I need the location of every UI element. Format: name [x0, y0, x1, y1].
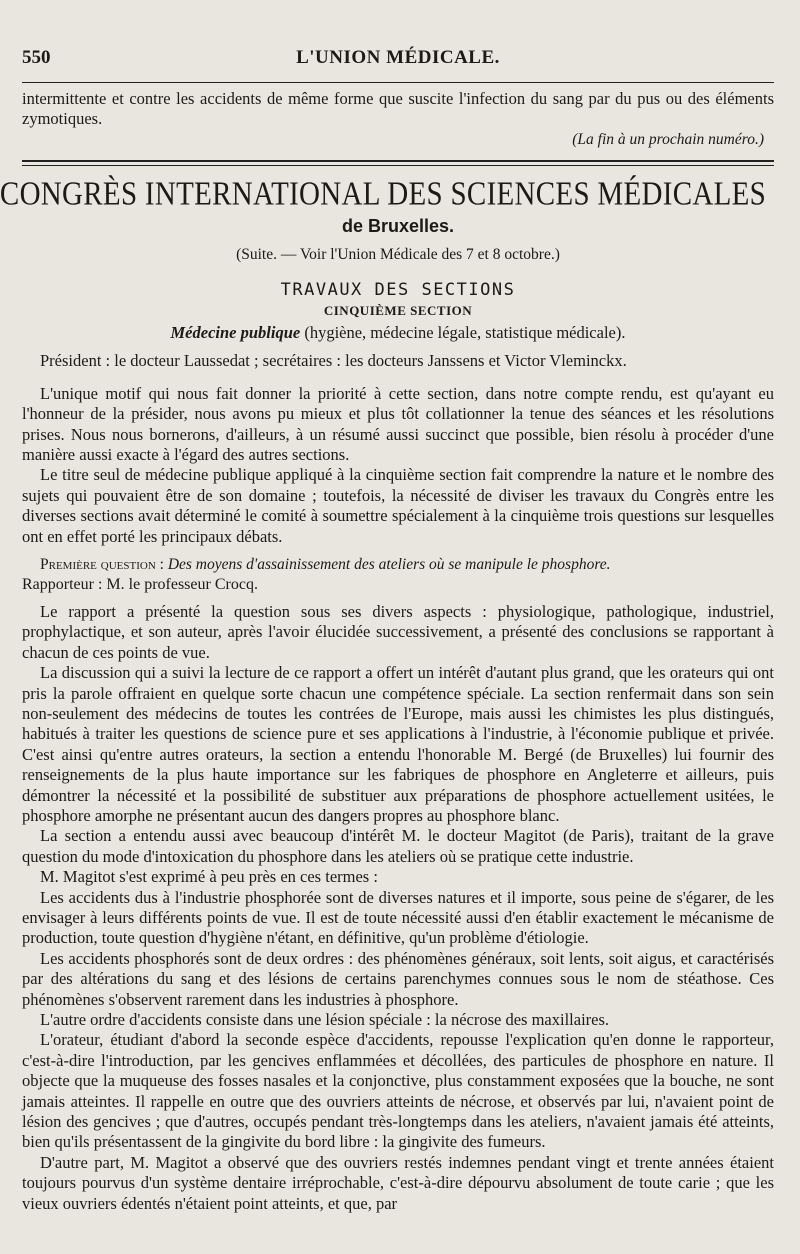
- section-topic-rest: (hygiène, médecine légale, statistique médicale).: [300, 322, 626, 342]
- article-subtitle: de Bruxelles.: [341, 215, 455, 236]
- article-title: CONGRÈS INTERNATIONAL DES SCIENCES MÉDICALES: [0, 175, 767, 213]
- section-number: CINQUIÈME SECTION: [323, 302, 473, 318]
- question-label: Première question :: [40, 556, 164, 574]
- paragraph: L'unique motif qui nous fait donner la priorité à cette section, dans notre compte rendu, est qu'ayant eu l'honneur de la présider, nous avons pu mieux et plus tôt collationner la tenue des séances et les résolutions prises. Nous nous bornerons, d'ailleurs, à un résumé aussi succinct que possible, bien résolu à procéder d'une manière aussi exacte à l'égard des autres sections.: [22, 383, 774, 465]
- journal-title: L'UNION MÉDICALE.: [296, 47, 500, 68]
- paragraph: Les accidents dus à l'industrie phosphorée sont de diverses natures et il importe, sous peine de s'égarer, de les envisager à leurs différents points de vue. Il est de toute nécessité aussi d'en établir exactement le mécanisme de production, toute question d'hygiène n'étant, en définitive, qu'un problème d'étiologie.: [22, 887, 774, 948]
- paragraph: L'orateur, étudiant d'abord la seconde espèce d'accidents, repousse l'explication qu'en donne le rapporteur, c'est-à-dire l'introduction, par les gencives enflammées et décollées, des particules de phosphore en nature. Il objecte que la muqueuse des fosses nasales et la conjonctive, plus constamment exposées que la bouche, ne sont jamais atteintes. Il rappelle en outre que des ouvriers atteints de nécrose, et observés par lui, n'avaient point de lésion des gencives ; que d'autres, occupés pendant très-longtemps dans les ateliers, n'avaient jamais été atteints, bien qu'ils présentassent de la gingivite du bord libre : la gingivite des fumeurs.: [22, 1030, 774, 1152]
- continuation-note: (La fin à un prochain numéro.): [572, 130, 764, 148]
- paragraph: La section a entendu aussi avec beaucoup d'intérêt M. le docteur Magitot (de Paris), traitant de la grave question du mode d'intoxication du phosphore dans les ateliers où se pratique cette industrie.: [22, 826, 774, 866]
- carryover-paragraph: intermittente et contre les accidents de même forme que suscite l'infection du sang par du pus ou des éléments zymotiques.: [22, 89, 774, 129]
- header-rule: [22, 82, 774, 83]
- section-divider: [22, 160, 774, 166]
- suite-note: (Suite. — Voir l'Union Médicale des 7 et 8 octobre.): [236, 245, 560, 263]
- section-topic-italic: Médecine publique: [170, 322, 301, 342]
- paragraph: D'autre part, M. Magitot a observé que des ouvriers restés indemnes pendant vingt et trente années étaient toujours pourvus d'un système dentaire irréprochable, c'est-à-dire dépourvu absolument de toute carie ; que les vieux ouvriers édentés n'étaient point atteints, et que, par: [22, 1152, 774, 1213]
- page-number: 550: [22, 47, 51, 68]
- question-heading: [22, 555, 774, 575]
- president-line: Président : le docteur Laussedat ; secrétaires : les docteurs Janssens et Victor Vleminckx.: [40, 350, 627, 370]
- rapporteur-line: Rapporteur : M. le professeur Crocq.: [22, 576, 258, 594]
- section-topic: [22, 322, 774, 344]
- paragraph: M. Magitot s'est exprimé à peu près en ces termes :: [40, 867, 378, 887]
- paragraph: L'autre ordre d'accidents consiste dans une lésion spéciale : la nécrose des maxillaires.: [40, 1010, 610, 1029]
- question-text: Des moyens d'assainissement des ateliers où se manipule le phosphore.: [167, 556, 611, 574]
- paragraph: La discussion qui a suivi la lecture de ce rapport a offert un intérêt d'autant plus grand, que les orateurs qui ont pris la parole offraient en quelque sorte chacun une compétence spéciale. La section renfermait dans son sein non-seulement des médecins de toutes les contrées de l'Europe, mais aussi les chimistes les plus distingués, habitués à traiter les questions de science pure et ses applications à l'industrie, à l'économie publique et privée. C'est ainsi qu'entre autres orateurs, la section a entendu l'honorable M. Bergé (de Bruxelles) lui fournir des renseignements de la plus haute importance sur les fabriques de phosphore en Angleterre et ailleurs, puis démontrer la nécessité et la possibilité de substituer aux préparations de phosphore actuellement usitées, le phosphore amorphe ne présentant aucun des dangers propres au phosphore blanc.: [22, 663, 774, 825]
- section-heading: TRAVAUX DES SECTIONS: [280, 279, 516, 300]
- paragraph: Les accidents phosphorés sont de deux ordres : des phénomènes généraux, soit lents, soit aigus, et caractérisés par des altérations du sang et des lésions de certains parenchymes connues sous le nom de stéathose. Ces phénomènes s'observent rarement dans les industries à phosphore.: [22, 948, 774, 1009]
- paragraph: Le titre seul de médecine publique appliqué à la cinquième section fait comprendre la nature et le nombre des sujets qui pouvaient être de son domaine ; toutefois, la nécessité de diviser les travaux du Congrès entre les diverses sections avait déterminé le comité à soumettre spécialement à la cinquième trois questions sur lesquelles ont en effet porté les principaux débats.: [22, 465, 774, 546]
- paragraph: Le rapport a présenté la question sous ses divers aspects : physiologique, pathologique, industriel, prophylactique, et son auteur, après l'avoir élucidée successivement, a présenté des conclusions se rapportant à chacun de ces points de vue.: [22, 601, 774, 662]
- running-head: [22, 44, 774, 72]
